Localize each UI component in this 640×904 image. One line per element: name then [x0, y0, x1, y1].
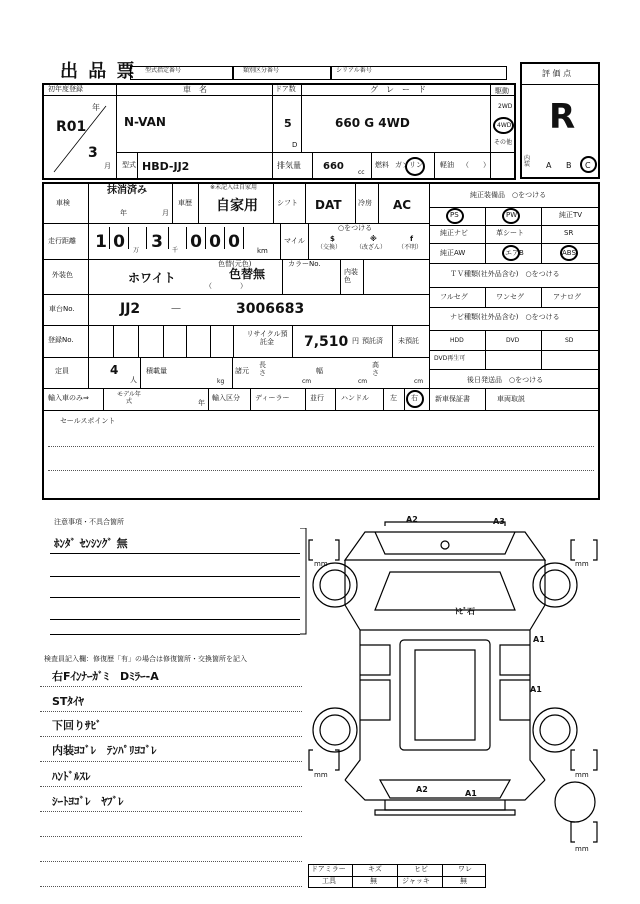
v-shaken [172, 182, 173, 223]
km-label: km [257, 247, 268, 255]
insp-dot-4 [40, 761, 302, 762]
first-reg-year-label: 年 [92, 103, 100, 112]
chassis-label: 車台No. [49, 305, 75, 313]
defect-line-2 [50, 576, 300, 577]
md-sep1 [109, 227, 110, 249]
tampered-mark: ※ [370, 235, 377, 243]
defect-line-3 [50, 597, 300, 598]
v-dealer [250, 388, 251, 410]
rating-label: 評 価 点 [542, 69, 572, 78]
model-year-year: 年 [198, 399, 205, 407]
equip-divider [429, 182, 430, 410]
equip-abs-circle [560, 245, 578, 261]
exchange-mark: $ [330, 235, 335, 243]
later-header: 後日発送品 ○をつける [467, 376, 544, 384]
shaken-month-label: 月 [162, 209, 169, 217]
width-label: 幅 [316, 367, 323, 375]
v-mile [280, 223, 281, 259]
row-line-6 [42, 388, 600, 389]
equip-airbag-circle [502, 245, 520, 261]
insp-dot-2 [40, 711, 302, 712]
interior-color-label: 内装色 [344, 268, 358, 285]
v-recycle [292, 325, 293, 357]
equip-airbag: エアB [505, 249, 524, 257]
exchange-label: （交換） [317, 244, 342, 251]
insp-dot-6 [40, 811, 302, 812]
v-reg1 [113, 325, 114, 357]
v-reg5 [210, 325, 211, 357]
tampered-label: （改ざん） [356, 244, 387, 251]
v-left [383, 388, 384, 410]
label-col-line [88, 182, 89, 388]
right-label: 右 [411, 394, 418, 402]
chassis-prefix: JJ2 [120, 301, 141, 317]
inspector-line-5: ﾊﾝﾄﾞﾙｽﾚ [52, 770, 91, 783]
v-line-5 [137, 152, 138, 180]
v-history [198, 182, 199, 223]
fuel-gasoline-circle [405, 157, 425, 176]
handle-label: ハンドル [341, 394, 369, 402]
navi-dvd: DVD [506, 337, 520, 344]
inspector-line-4: 内装ﾖｺﾞﾚ ﾃﾝﾊﾟﾘﾖｺﾞﾚ [52, 744, 157, 757]
legend-v3 [442, 864, 443, 888]
v-line-8 [434, 152, 435, 180]
v-reg6 [233, 325, 234, 357]
dvd-play: DVD再生可 [434, 355, 466, 362]
mileage-digit-5: 0 [209, 232, 221, 252]
equip-tv: 純正TV [559, 211, 583, 219]
mm-label-3: mm [314, 771, 328, 779]
mileage-label: 走行距離 [48, 237, 76, 245]
md-sep2 [128, 227, 129, 249]
insp-dot-3 [40, 736, 302, 737]
chassis-number: 3006683 [236, 301, 305, 317]
ac-value: AC [393, 198, 412, 212]
dealer-label: ディーラー [255, 394, 290, 402]
drive-4wd: 4WD [497, 122, 512, 129]
v-handle [335, 388, 336, 410]
tv-analog: アナログ [553, 293, 581, 301]
sales-line-2 [48, 470, 594, 471]
category-label: 類別区分番号 [243, 67, 280, 74]
mile-label: マイル [284, 237, 305, 245]
vehicle-row-line [117, 152, 516, 153]
md-sep5 [186, 227, 187, 249]
left-label: 左 [390, 394, 397, 402]
v-color-no [282, 259, 283, 294]
color-no-label: カラーNo. [288, 260, 321, 268]
repaint-value: 色替無 [229, 267, 266, 281]
load-label: 積載量 [146, 367, 167, 375]
chassis-dash: － [170, 302, 183, 316]
insp-dot-8 [40, 861, 302, 862]
eq-line-6 [429, 307, 600, 308]
insp-dot-7 [40, 836, 302, 837]
diagram-a2-bottom: A2 [416, 785, 428, 794]
shaken-year-label: 年 [120, 209, 127, 217]
legend-crack: ヒビ [414, 865, 428, 873]
v-int-color [340, 259, 341, 294]
defect-entry-1: ﾎﾝﾀﾞ ｾﾝｼﾝｸﾞ 無 [54, 537, 128, 550]
tv-oneseg: ワンセグ [496, 293, 524, 301]
rating-divider [520, 84, 600, 85]
kg-label: kg [217, 378, 225, 385]
v-line-1 [116, 83, 117, 180]
fuel-label: 燃料 [375, 161, 389, 169]
diagram-a1-right2: A1 [530, 685, 542, 694]
md-sep3 [146, 227, 147, 249]
mm-label-1: mm [314, 560, 328, 568]
inspector-line-3: 下回りｻﾋﾞ [52, 719, 102, 732]
shaken-label: 車検 [56, 199, 70, 207]
eq-line-2 [429, 225, 600, 226]
equip-aw: 純正AW [440, 249, 466, 257]
right-handle-circle [406, 390, 424, 408]
equip-ps: PS [450, 211, 459, 219]
eq-vl-7 [485, 388, 486, 410]
v-right [404, 388, 405, 410]
ac-label: 冷房 [358, 199, 372, 207]
man-label: 万 [133, 247, 140, 254]
eq-vl-3 [485, 287, 486, 307]
recycle-unit: 円 [352, 337, 359, 345]
car-diagram [305, 510, 605, 870]
reg-no-label: 登録No. [48, 336, 74, 344]
oem-header: 純正装備品 ○をつける [470, 191, 547, 199]
equip-leather: 革シート [496, 229, 524, 237]
interior-label: 内装 [524, 155, 531, 168]
eq-line-9 [429, 369, 600, 370]
form-title: 出 品 票 [60, 61, 137, 82]
insp-dot-9 [40, 886, 302, 887]
recycle-label: リサイクル預託金 [246, 330, 288, 347]
displacement-value: 660 [323, 161, 344, 172]
repaint-label: 色替(元色) [218, 260, 252, 268]
v-unpaid [392, 325, 393, 357]
row-line-5 [42, 357, 429, 358]
shaken-value: 抹消済み [107, 185, 147, 196]
diagram-a1-right1: A1 [533, 635, 545, 644]
v-line-4 [490, 83, 491, 180]
v-model-year [103, 388, 104, 410]
interior-b: B [566, 161, 572, 170]
serial-label: シリアル番号 [336, 67, 372, 74]
unknown-mark: f [410, 235, 414, 243]
tv-type-header: ＴＶ種類(社外品含む) ○をつける [450, 270, 560, 278]
legend-jack: ジャッキ [402, 877, 430, 885]
mileage-digit-1: 1 [95, 232, 107, 252]
defect-line-5 [50, 634, 300, 635]
navi-sd: SD [565, 337, 574, 344]
eq-vl-4 [541, 287, 542, 307]
interior-c: C [585, 161, 591, 170]
legend-jack-value: 無 [460, 877, 467, 885]
fuel-gasoline: ガソリン [395, 161, 423, 169]
model-year-label: モデル年式 [117, 391, 141, 406]
v-line-7 [371, 152, 372, 180]
history-value: 自家用 [216, 198, 258, 214]
v-shift-val [305, 182, 306, 223]
doors-d: D [292, 141, 298, 149]
equip-navi: 純正ナビ [440, 229, 468, 237]
v-reg4 [186, 325, 187, 357]
dims-label: 諸元 [235, 367, 249, 375]
sales-point-label: セールスポイント [60, 417, 116, 425]
mm-label-2: mm [575, 560, 589, 568]
md-sep6 [205, 227, 206, 249]
v-import-type [208, 388, 209, 410]
mm-label-4: mm [575, 771, 589, 779]
diagram-glass: ﾄﾋﾞ石 [455, 607, 475, 616]
v-ac [355, 182, 356, 223]
fuel-paren: （ ） [462, 161, 490, 169]
sen-label: 千 [172, 247, 179, 254]
model-label: 型式 [122, 161, 136, 169]
v-int-color-val [363, 259, 364, 294]
eq-line-4 [429, 263, 600, 264]
height-cm: cm [414, 378, 424, 385]
mm-label-5: mm [575, 845, 589, 853]
eq-line-3 [429, 243, 600, 244]
v-line-3 [301, 83, 302, 152]
equip-sr: SR [564, 229, 574, 237]
diagram-a3-top: A3 [493, 517, 505, 526]
diagram-a2-top: A2 [406, 515, 418, 524]
first-reg-label: 初年度登録 [48, 85, 83, 93]
legend-v2 [397, 864, 398, 888]
color-label: 外装色 [52, 271, 73, 279]
history-note: ※未記入は自家用 [210, 184, 258, 191]
grade-value: 660 G 4WD [335, 116, 410, 130]
width-cm: cm [358, 378, 368, 385]
eq-line-7 [429, 330, 600, 331]
legend-scratch: キズ [368, 865, 382, 873]
v-load [140, 357, 141, 388]
navi-type-header: ナビ種類(社外品含む) ○をつける [450, 313, 560, 321]
insp-dot-1 [40, 686, 302, 687]
displacement-label: 排気量 [277, 161, 301, 170]
md-sep8 [243, 227, 244, 249]
parallel-label: 並行 [310, 394, 324, 402]
first-reg-month: 3 [88, 145, 98, 161]
later-manual: 車両取説 [497, 395, 525, 403]
inspector-label: 検査員記入欄：修復歴「有」の場合は修復箇所・交換箇所を記入 [44, 655, 247, 663]
recycle-value: 7,510 [304, 334, 349, 350]
color-value: ホワイト [128, 271, 176, 285]
length-label: 長さ [259, 361, 266, 377]
v-parallel [305, 388, 306, 410]
defect-line-4 [50, 619, 300, 620]
shift-label: シフト [277, 199, 298, 207]
drive-2wd: 2WD [498, 103, 513, 110]
mileage-digit-6: 0 [228, 232, 240, 252]
history-label: 車歴 [178, 199, 192, 207]
legend-v1 [352, 864, 353, 888]
eq-line-5 [429, 287, 600, 288]
legend-broken: ワレ [458, 865, 472, 873]
mileage-digit-4: 0 [190, 232, 202, 252]
row-line-7 [42, 410, 600, 411]
v-dims [232, 357, 233, 388]
mileage-digit-2: 0 [113, 232, 125, 252]
insp-dot-5 [40, 786, 302, 787]
inspector-line-6: ｼｰﾄﾖｺﾞﾚ ﾔﾌﾞﾚ [52, 795, 124, 808]
interior-a: A [546, 161, 552, 170]
v-line-6 [312, 152, 313, 180]
import-label: 輸入車のみ⇒ [48, 394, 89, 402]
equip-pw: PW [506, 211, 518, 219]
person-label: 人 [130, 376, 137, 384]
car-name-label: 車 名 [183, 85, 207, 94]
md-sep7 [224, 227, 225, 249]
inspector-line-1: 右Fｲﾝﾅｰｶﾞﾐ Dﾐﾗｰ-A [52, 670, 159, 683]
rating-value: R [549, 97, 576, 137]
length-cm: cm [302, 378, 312, 385]
equip-ps-circle [446, 208, 464, 224]
legend-tools-value: 無 [370, 877, 377, 885]
interior-c-circle [580, 156, 597, 173]
v-check [308, 223, 309, 259]
v-reg2 [138, 325, 139, 357]
eq-vl-5 [485, 330, 486, 369]
mileage-digit-3: 3 [151, 232, 163, 252]
unknown-label: （不明） [398, 244, 423, 251]
tv-fullseg: フルセグ [440, 293, 468, 301]
first-reg-month-label: 月 [104, 162, 111, 170]
diagram-a1-bottom: A1 [465, 789, 477, 798]
fuel-diesel: 軽油 [440, 161, 454, 169]
row-line-3 [42, 294, 429, 295]
first-reg-slash [50, 100, 110, 176]
capacity-value: 4 [110, 363, 119, 377]
capacity-label: 定員 [55, 367, 69, 375]
equip-pw-circle [502, 208, 520, 224]
recycle-paid: 預託済 [362, 337, 383, 345]
doors-label: ドア数 [275, 85, 296, 93]
repaint-paren: （ ） [205, 282, 247, 290]
navi-hdd: HDD [450, 337, 464, 344]
sales-line-1 [48, 446, 594, 447]
later-warranty: 新車保証書 [435, 395, 470, 403]
grade-label: グ レ ー ド [370, 85, 426, 94]
row-line-4 [42, 325, 429, 326]
drive-4wd-circle [493, 117, 514, 134]
cc-label: cc [358, 169, 365, 176]
defects-label: 注意事項・不具合箇所 [54, 518, 124, 526]
drive-other: その他 [494, 139, 513, 146]
model-cert-label: 型式指定番号 [145, 67, 182, 74]
v-line-2 [272, 83, 273, 180]
doors-value: 5 [284, 117, 292, 130]
check-label: ○をつける [338, 224, 373, 232]
import-type-label: 輸入区分 [212, 394, 240, 402]
legend-door-mirror: ドアミラー [311, 865, 346, 873]
eq-vl-6 [541, 330, 542, 369]
vehicle-header-line [42, 95, 516, 96]
defect-line-1 [50, 553, 300, 554]
eq-line-8 [429, 350, 600, 351]
v-ac-val [378, 182, 379, 223]
height-label: 高さ [372, 361, 379, 377]
eq-vl-1 [485, 207, 486, 263]
equip-abs: ABS [562, 249, 576, 257]
legend-tools: 工具 [322, 877, 336, 885]
v-reg3 [163, 325, 164, 357]
recycle-unpaid: 未預託 [398, 337, 419, 345]
first-reg-era: R01 [56, 119, 87, 135]
drive-label: 駆動 [495, 87, 509, 95]
md-sep4 [168, 227, 169, 249]
eq-vl-2 [541, 207, 542, 263]
inspector-line-2: STﾀｲﾔ [52, 695, 84, 708]
shift-value: DAT [315, 198, 342, 212]
model-value: HBD-JJ2 [142, 160, 190, 173]
car-name-value: N-VAN [124, 115, 166, 129]
v-shift [273, 182, 274, 223]
